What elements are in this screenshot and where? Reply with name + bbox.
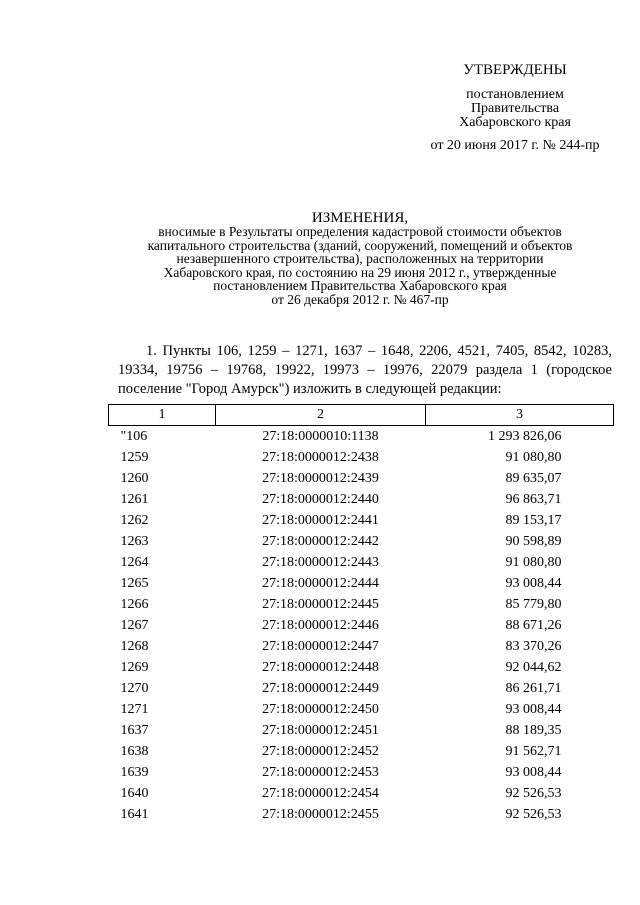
- approval-decree-line: постановлением: [466, 87, 564, 102]
- row-number: 1265: [120, 575, 149, 591]
- table-row: [109, 804, 614, 825]
- approval-block: [400, 62, 630, 154]
- column-header-cadastral: 2: [216, 405, 426, 426]
- subtitle-line: постановлением Правительства Хабаровского края: [213, 278, 507, 293]
- row-number: 1264: [120, 554, 149, 570]
- row-number: 1266: [120, 596, 149, 612]
- row-number: 1641: [120, 806, 149, 822]
- cadastral-value: 90 598,89: [505, 533, 562, 549]
- cadastral-value: 93 008,44: [505, 701, 562, 717]
- table-row: [109, 699, 614, 720]
- subtitle-line: от 26 декабря 2012 г. № 467-пр: [271, 291, 449, 307]
- cadastral-value: 92 044,62: [505, 659, 562, 675]
- approval-decree-line: Правительства: [470, 101, 560, 116]
- amendment-paragraph: 1. Пункты 106, 1259 – 1271, 1637 – 1648, 2206, 4521, 7405, 8542, 10283, 19334, 19756 – 19768, 19922, 19973 – 19976, 22079 раздела 1 (городское поселение "Город Амурск") изложить в следующей редакции:: [118, 343, 612, 397]
- table-row: [109, 447, 614, 468]
- table-row: [109, 594, 614, 615]
- table-header-row: [109, 405, 614, 426]
- row-number: 1637: [120, 722, 149, 738]
- cadastral-value: 89 153,17: [505, 512, 562, 528]
- approval-date: от 20 июня 2017 г. № 244-пр: [430, 138, 600, 153]
- cadastral-number: 27:18:0000012:2450: [262, 701, 379, 717]
- table-row: [109, 615, 614, 636]
- cadastral-value: 88 189,35: [505, 722, 562, 738]
- cadastral-value: 86 261,71: [505, 680, 562, 696]
- cadastral-value: 88 671,26: [505, 617, 562, 633]
- cadastral-number: 27:18:0000012:2453: [262, 764, 379, 780]
- cadastral-number: 27:18:0000012:2441: [262, 512, 379, 528]
- cadastral-number: 27:18:0000012:2445: [262, 596, 379, 612]
- column-header-value: 3: [426, 405, 614, 426]
- table-row: [109, 657, 614, 678]
- cadastral-number: 27:18:0000012:2444: [262, 575, 379, 591]
- cadastral-number: 27:18:0000012:2452: [262, 743, 379, 759]
- table-row: [109, 741, 614, 762]
- cadastral-value: 93 008,44: [505, 575, 562, 591]
- cadastral-number: 27:18:0000012:2448: [262, 659, 379, 675]
- cadastral-value: 83 370,26: [505, 638, 562, 654]
- cadastral-number: 27:18:0000012:2447: [262, 638, 379, 654]
- approval-decree-line: Хабаровского края: [459, 115, 571, 130]
- cadastral-value: 85 779,80: [505, 596, 562, 612]
- cadastral-number: 27:18:0000012:2449: [262, 680, 379, 696]
- column-header-number: 1: [109, 405, 216, 426]
- table-row: [109, 720, 614, 741]
- row-number: 1640: [120, 785, 149, 801]
- table-row: [109, 783, 614, 804]
- table-row: [109, 531, 614, 552]
- cadastral-value-table: [108, 404, 614, 825]
- row-number: 1271: [120, 701, 149, 717]
- cadastral-number: 27:18:0000012:2440: [262, 491, 379, 507]
- table-row: [109, 510, 614, 531]
- table-row: [109, 573, 614, 594]
- cadastral-number: 27:18:0000012:2454: [262, 785, 379, 801]
- subtitle-line: капитального строительства (зданий, сооружений, помещений и объектов: [147, 237, 573, 253]
- cadastral-value: 89 635,07: [505, 470, 562, 486]
- document-title: ИЗМЕНЕНИЯ,: [311, 210, 409, 226]
- cadastral-number: 27:18:0000012:2439: [262, 470, 379, 486]
- cadastral-value: 91 080,80: [505, 554, 562, 570]
- approval-title: УТВЕРЖДЕНЫ: [463, 62, 567, 78]
- table-row: [109, 636, 614, 657]
- cadastral-number: 27:18:0000012:2438: [262, 449, 379, 465]
- row-number: 1638: [120, 743, 149, 759]
- row-number: 1267: [120, 617, 149, 633]
- cadastral-number: 27:18:0000012:2451: [262, 722, 379, 738]
- subtitle-line: незавершенного строительства), расположенных на территории: [176, 251, 544, 266]
- row-number: 1270: [120, 680, 149, 696]
- cadastral-value: 1 293 826,06: [488, 428, 562, 444]
- table-row: [109, 762, 614, 783]
- cadastral-value: 96 863,71: [505, 491, 562, 507]
- cadastral-number: 27:18:0000012:2442: [262, 533, 379, 549]
- cadastral-number: 27:18:0000012:2443: [262, 554, 379, 570]
- cadastral-number: 27:18:0000010:1138: [262, 428, 379, 444]
- row-number: 1263: [120, 533, 149, 549]
- subtitle-line: Хабаровского края, по состоянию на 29 июня 2012 г., утвержденные: [163, 264, 557, 280]
- row-number: 1261: [120, 491, 149, 507]
- cadastral-value: 91 080,80: [505, 449, 562, 465]
- row-number: 1260: [120, 470, 149, 486]
- table-row: [109, 468, 614, 489]
- table-row: [109, 489, 614, 510]
- cadastral-value: 92 526,53: [505, 806, 562, 822]
- row-number: 1262: [120, 512, 149, 528]
- cadastral-value: 92 526,53: [505, 785, 562, 801]
- cadastral-value: 91 562,71: [505, 743, 562, 759]
- cadastral-number: 27:18:0000012:2446: [262, 617, 379, 633]
- row-number: 1259: [120, 449, 149, 465]
- table-row: [109, 678, 614, 699]
- cadastral-value: 93 008,44: [505, 764, 562, 780]
- subtitle-line: вносимые в Результаты определения кадастровой стоимости объектов: [158, 224, 562, 239]
- cadastral-number: 27:18:0000012:2455: [262, 806, 379, 822]
- table-row: [109, 552, 614, 573]
- row-number: 1269: [120, 659, 149, 675]
- table-row: [109, 426, 614, 448]
- row-number: 1268: [120, 638, 149, 654]
- row-number: 1639: [120, 764, 149, 780]
- document-subtitle: [108, 225, 612, 306]
- row-number: "106: [120, 428, 148, 444]
